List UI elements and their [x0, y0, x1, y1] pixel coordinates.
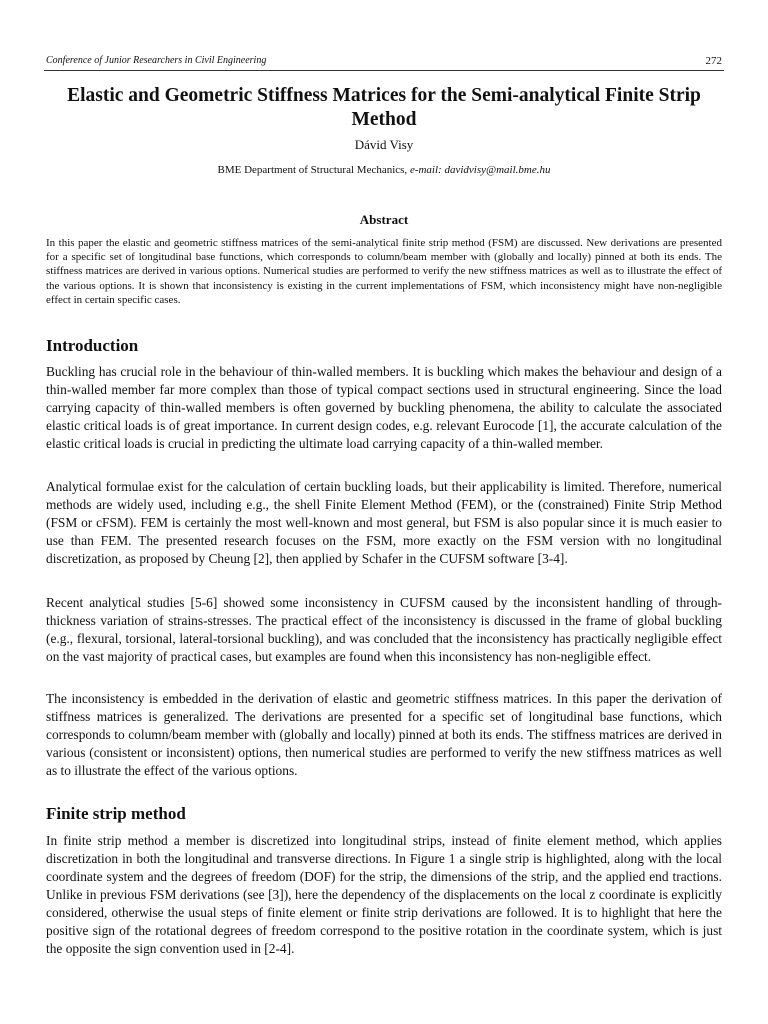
conference-name: Conference of Junior Researchers in Civil Engineering	[46, 55, 267, 66]
page-number: 272	[705, 55, 722, 67]
affiliation-department: BME Department of Structural Mechanics,	[217, 164, 410, 176]
author-name: Dávid Visy	[354, 137, 414, 152]
author-affiliation	[0, 164, 768, 176]
intro-paragraph-2: Analytical formulae exist for the calculation of certain buckling loads, but their applicability is limited. Therefore, numerical methods are widely used, including e.g., the shell Finite Element Method (FEM), or the (constrained) Finite Strip Method (FSM or cFSM). FEM is certainly the most well-known and most general, but FSM is also popular since it is much easier to use than FEM. The presented research focuses on the FSM, more exactly on the FSM version with no longitudinal discretization, as proposed by Cheung [2], then applied by Schafer in the CUFSM software [3-4].	[46, 479, 722, 566]
running-header	[46, 55, 722, 66]
fsm-paragraph-1: In finite strip method a member is discretized into longitudinal strips, instead of finite element method, which applies discretization in both the longitudinal and transverse directions. In Figure 1 a single strip is highlighted, along with the local coordinate system and the degrees of freedom (DOF) for the strip, the dimensions of the strip, and the applied end tractions. Unlike in previous FSM derivations (see [3]), here the dependency of the displacements on the local z coordinate is explicitly considered, otherwise the usual steps of finite element or finite strip derivations are followed. It is to highlight that here the positive sign of the rotational degrees of freedom correspond to the positive rotation in the coordinate system, which is just the opposite the sign convention used in [2-4].	[46, 833, 722, 956]
intro-paragraph-3: Recent analytical studies [5-6] showed some inconsistency in CUFSM caused by the inconsistent handling of through-thickness variation of strains-stresses. The practical effect of the inconsistency is discussed in the frame of global buckling (e.g., flexural, torsional, lateral-torsional buckling), and was concluded that the inconsistency has practically negligible effect on the vast majority of practical cases, but examples are found when this inconsistency has non-negligible effect.	[46, 595, 722, 664]
abstract-heading: Abstract	[359, 212, 409, 227]
author-email: e-mail: davidvisy@mail.bme.hu	[409, 164, 551, 176]
paper-title: Elastic and Geometric Stiffness Matrices for the Semi-analytical Finite Strip Method	[67, 85, 701, 130]
intro-paragraph-4: The inconsistency is embedded in the derivation of elastic and geometric stiffness matrices. In this paper the derivation of stiffness matrices is generalized. The derivations are presented for a specific set of longitudinal base functions, which corresponds to column/beam member with (globally and locally) pinned at both its ends. The stiffness matrices are derived in various (consistent or inconsistent) options, then numerical studies are performed to verify the new stiffness matrices as well as to illustrate the effect of the various options.	[46, 691, 722, 778]
intro-paragraph-1: Buckling has crucial role in the behaviour of thin-walled members. It is buckling which makes the behaviour and design of a thin-walled member far more complex than those of typical compact sections used in structural engineering. Since the load carrying capacity of thin-walled members is often governed by buckling phenomena, the ability to calculate the associated elastic critical loads is of great importance. In current design codes, e.g. relevant Eurocode [1], the accurate calculation of the elastic critical loads is crucial in predicting the ultimate load carrying capacity of a thin-walled member.	[46, 364, 722, 451]
header-rule	[44, 70, 724, 71]
abstract-text: In this paper the elastic and geometric stiffness matrices of the semi-analytical finite strip method (FSM) are discussed. New derivations are presented for a specific set of longitudinal base functions, which corresponds to column/beam member with (globally and locally) pinned at both its ends. The stiffness matrices are derived in various options. Numerical studies are performed to verify the new stiffness matrices as well as to illustrate the effect of the various options. It is shown that inconsistency is existing in the current implementations of FSM, which inconsistency might have non-negligible effect in certain specific cases.	[46, 237, 722, 306]
section-heading-introduction: Introduction	[46, 336, 139, 355]
section-heading-finite-strip: Finite strip method	[46, 804, 186, 823]
